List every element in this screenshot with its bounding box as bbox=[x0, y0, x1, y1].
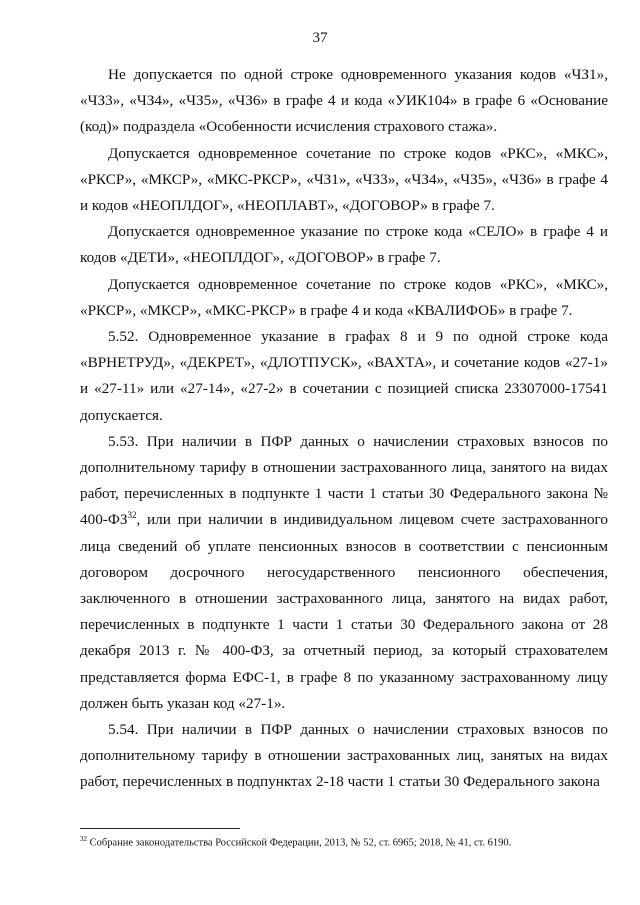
paragraph-codes-combination-2: Допускается одновременное сочетание по строке кодов «РКС», «МКС», «РКСР», «МКСР», «МКС-РКСР» в графе 4 и кода «КВАЛИФОБ» в графе 7. bbox=[80, 275, 608, 319]
paragraph-5-54: 5.54. При наличии в ПФР данных о начислении страховых взносов по дополнительному тарифу в отношении застрахованных лиц, занятых на видах работ, перечисленных в подпунктах 2-18 части 1 статьи 30 Федерального закона bbox=[80, 721, 608, 791]
paragraph-codes-not-allowed: Не допускается по одной строке одновременного указания кодов «ЧЗ1», «ЧЗ3», «ЧЗ4», «ЧЗ5», «ЧЗ6» в графе 4 и кода «УИК104» в графе 6 «Основание (код)» подраздела «Особенности исчисления страхового стажа». bbox=[80, 66, 608, 136]
paragraph-5-53 bbox=[80, 429, 608, 717]
footnote-divider bbox=[80, 828, 240, 829]
paragraph-codes-combination-1: Допускается одновременное сочетание по строке кодов «РКС», «МКС», «РКСР», «МКСР», «МКС-РКСР», «ЧЗ1», «ЧЗ3», «ЧЗ4», «ЧЗ5», «ЧЗ6» в графе 4 и кодов «НЕОПЛДОГ», «НЕОПЛАВТ», «ДОГОВОР» в графе 7. bbox=[80, 144, 608, 215]
footnote-reference[interactable]: 32 bbox=[127, 510, 137, 521]
document-body bbox=[80, 62, 608, 796]
footnote-text: Собрание законодательства Российской Федерации, 2013, № 52, ст. 6965; 2018, № 41, ст. 6190. bbox=[89, 837, 512, 849]
paragraph-5-53-part-2: , или при наличии в индивидуальном лицевом счете застрахованного лица сведений об уплате пенсионных взносов в соответствии с пенсионным договором досрочного негосударственного пенсионного обеспечения, заключенного в отношении застрахованного лица, занятого на видах работ, перечисленных в подпункте 1 части 1 статьи 30 Федерального закона от 28 декабря 2013 г. № 400-ФЗ, за отчетный период, за который страхователем представляется форма ЕФС-1, в графе 8 по указанному застрахованному лицу должен быть указан код «27-1». bbox=[80, 511, 608, 712]
page-number: 37 bbox=[312, 30, 328, 46]
footnote-number: 32 bbox=[80, 835, 87, 843]
footnote bbox=[80, 832, 608, 851]
paragraph-5-53-part-1: 5.53. При наличии в ПФР данных о начислении страховых взносов по дополнительному тарифу в отношении застрахованного лица, занятого на видах работ, перечисленных в подпункте 1 части 1 статьи 30 Федерального закона № 400-ФЗ bbox=[80, 432, 608, 529]
paragraph-5-52: 5.52. Одновременное указание в графах 8 и 9 по одной строке кода «ВРНЕТРУД», «ДЕКРЕТ», «ДЛОТПУСК», «ВАХТА», и сочетание кодов «27-1» и «27-11» или «27-14», «27-2» в сочетании с позицией списка 23307000-17541 допускается. bbox=[80, 328, 608, 424]
paragraph-codes-selo: Допускается одновременное указание по строке кода «СЕЛО» в графе 4 и кодов «ДЕТИ», «НЕОПЛДОГ», «ДОГОВОР» в графе 7. bbox=[80, 223, 608, 267]
